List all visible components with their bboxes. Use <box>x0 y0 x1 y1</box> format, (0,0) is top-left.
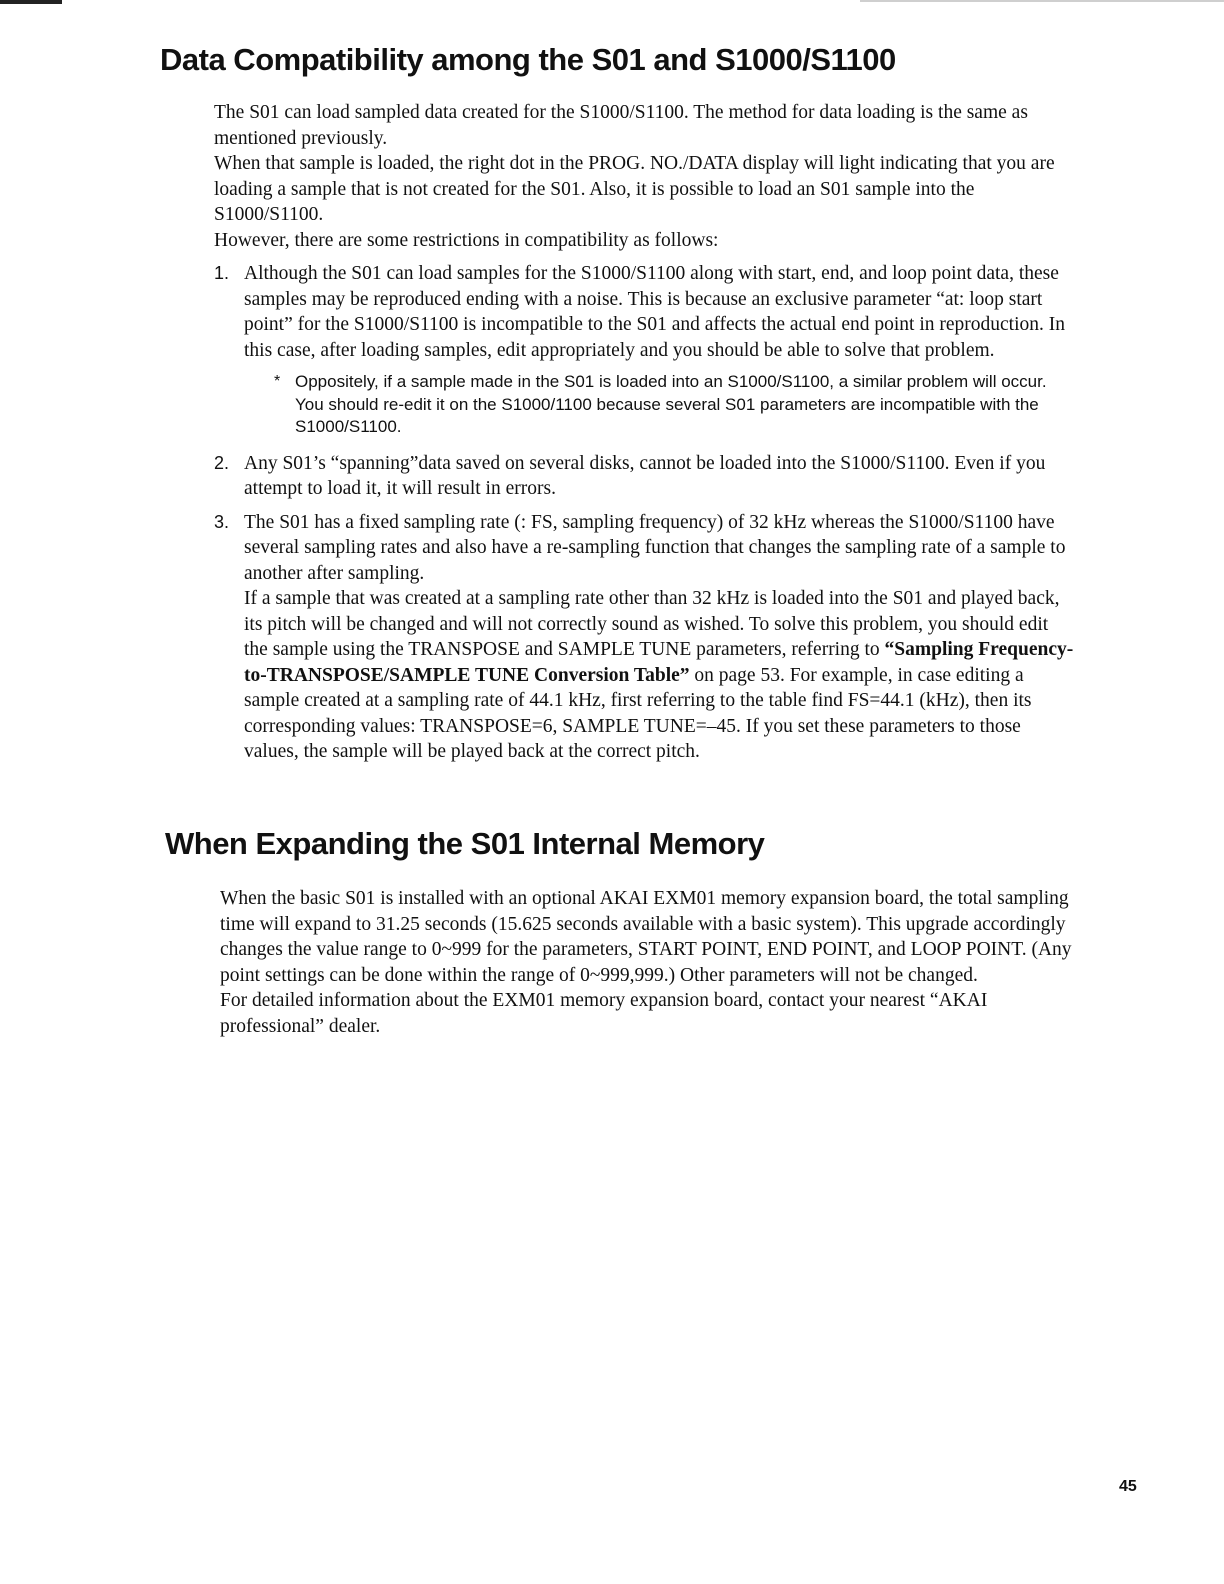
list-item-number: 1. <box>214 263 230 283</box>
list-item-body <box>244 451 1076 502</box>
text-run: on page 53. For example, in case editing a sample created at a sampling rate of 44.1 kHz, first referring to the table find FS=44.1 (kHz), then its corresponding values: TRANSPOSE=6, SAMPLE TUNE=–45. If you set these parameters to those values, the sample will be played back at the correct pitch. <box>244 664 1032 762</box>
note <box>274 371 1076 439</box>
scan-edge-mark <box>0 0 62 4</box>
list-item-body <box>244 510 1076 765</box>
page-number: 45 <box>1119 1478 1137 1495</box>
list-item-body <box>244 261 1076 443</box>
conversion-table-reference: “Sampling Frequency-to-TRANSPOSE/SAMPLE TUNE Conversion Table” <box>244 639 1074 686</box>
section-memory-expansion <box>220 886 1078 1039</box>
note-text: Oppositely, if a sample made in the S01 is loaded into an S1000/S1100, a similar problem will occur. You should re-edit it on the S1000/1100 because several S01 parameters are incompatible with the S1000/S1100. <box>295 372 1047 436</box>
text-run: If a sample that was created at a sampling rate other than 32 kHz is loaded into the S01 and played back, its pitch will be changed and will not correctly sound as wished. To solve this problem, you should edit the sample using the TRANSPOSE and SAMPLE TUNE parameters, referring to <box>244 588 1060 660</box>
list-item-text: Although the S01 can load samples for the S1000/S1100 along with start, end, and loop point data, these samples may be reproduced ending with a noise. This is because an exclusive parameter “at: loop start point” for the S1000/S1100 is incompatible to the S01 and affects the actual end point in reproduction. In this case, after loading samples, edit appropriately and you should be able to solve that problem. <box>244 263 1065 361</box>
list-item <box>214 261 1076 443</box>
section-data-compatibility <box>214 100 1076 773</box>
list-item-text: The S01 has a fixed sampling rate (: FS, sampling frequency) of 32 kHz whereas the S1000/S1100 have several sampling rates and also have a re-sampling function that changes the sampling rate of a sample to another after sampling. <box>244 511 1066 584</box>
scan-edge-line <box>860 0 1224 2</box>
restriction-list <box>214 261 1076 765</box>
list-item-number: 3. <box>214 511 230 532</box>
section-heading-memory-expansion: When Expanding the S01 Internal Memory <box>165 826 765 861</box>
intro-paragraph: When that sample is loaded, the right dot in the PROG. NO./DATA display will light indicating that you are loading a sample that is not created for the S01. Also, it is possible to load an S01 sample into the S1000/S1100. <box>214 153 1055 225</box>
list-item-text-continued <box>244 586 1076 765</box>
intro-paragraphs <box>214 100 1076 253</box>
note-asterisk: * <box>274 373 281 390</box>
list-item-text: Any S01’s “spanning”data saved on several disks, cannot be loaded into the S1000/S1100. Even if you attempt to load it, it will result in errors. <box>244 452 1046 499</box>
section-heading-data-compatibility: Data Compatibility among the S01 and S1000/S1100 <box>160 42 896 77</box>
intro-paragraph: The S01 can load sampled data created for the S1000/S1100. The method for data loading is the same as mentioned previously. <box>214 102 1028 149</box>
paragraph: When the basic S01 is installed with an optional AKAI EXM01 memory expansion board, the total sampling time will expand to 31.25 seconds (15.625 seconds available with a basic system). This upgrade accordingly changes the value range to 0~999 for the parameters, START POINT, END POINT, and LOOP POINT. (Any point settings can be done within the range of 0~999,999.) Other parameters will not be changed. <box>220 888 1072 986</box>
list-item <box>214 451 1076 502</box>
paragraph: For detailed information about the EXM01 memory expansion board, contact your nearest “AKAI professional” dealer. <box>220 990 988 1037</box>
list-item <box>214 510 1076 765</box>
list-item-number: 2. <box>214 452 230 473</box>
intro-paragraph: However, there are some restrictions in compatibility as follows: <box>214 229 719 251</box>
